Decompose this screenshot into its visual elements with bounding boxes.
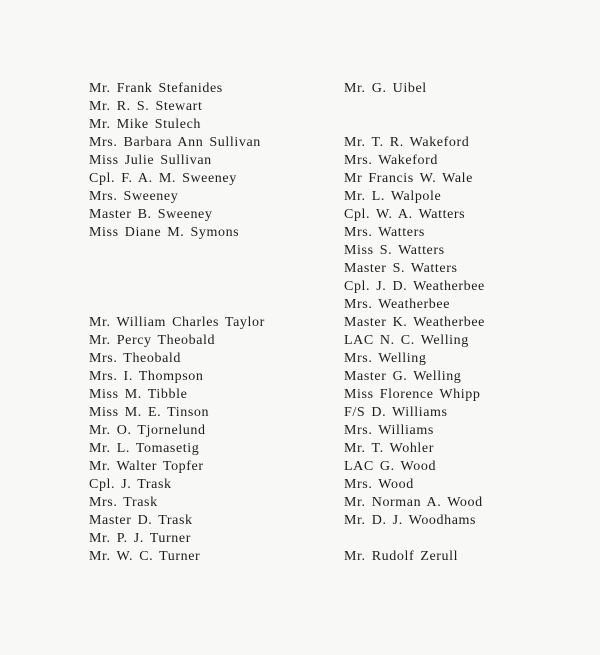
- name-entry: Mr. Norman A. Wood: [344, 495, 483, 510]
- name-entry: Master G. Welling: [344, 369, 462, 384]
- name-entry: Mrs. I. Thompson: [89, 369, 204, 384]
- name-entry: Mr. Walter Topfer: [89, 459, 204, 474]
- name-entry: Miss S. Watters: [344, 243, 445, 258]
- group-spacer: [89, 242, 265, 314]
- group-spacer: [344, 116, 485, 134]
- name-entry: Miss Diane M. Symons: [89, 225, 240, 240]
- name-entry: Miss M. Tibble: [89, 387, 188, 402]
- name-entry: Mrs. Williams: [344, 423, 434, 438]
- name-entry: Miss M. E. Tinson: [89, 405, 210, 420]
- name-entry: Mrs. Wood: [344, 477, 414, 492]
- name-entry: Master D. Trask: [89, 513, 193, 528]
- name-entry: Mr. William Charles Taylor: [89, 315, 265, 330]
- name-entry: Master K. Weatherbee: [344, 315, 485, 330]
- name-entry: Mr. D. J. Woodhams: [344, 513, 477, 528]
- name-entry: Mrs. Trask: [89, 495, 158, 510]
- name-entry: Master S. Watters: [344, 261, 458, 276]
- name-entry: Mr. G. Uibel: [344, 81, 427, 96]
- name-entry: Master B. Sweeney: [89, 207, 213, 222]
- name-entry: Mr. W. C. Turner: [89, 549, 201, 564]
- name-entry: Mrs. Barbara Ann Sullivan: [89, 135, 261, 150]
- name-entry: Mr. Percy Theobald: [89, 333, 216, 348]
- name-entry: Miss Julie Sullivan: [89, 153, 212, 168]
- name-entry: Mr. Frank Stefanides: [89, 81, 223, 96]
- name-entry: Mr. L. Walpole: [344, 189, 442, 204]
- name-entry: Mrs. Weatherbee: [344, 297, 451, 312]
- name-entry: Cpl. F. A. M. Sweeney: [89, 171, 237, 186]
- name-entry: Cpl. W. A. Watters: [344, 207, 466, 222]
- name-entry: LAC G. Wood: [344, 459, 437, 474]
- group-spacer: [344, 98, 485, 116]
- name-entry: Mr. T. Wohler: [344, 441, 435, 456]
- name-entry: Mrs. Welling: [344, 351, 427, 366]
- left-name-column: [89, 80, 265, 566]
- name-entry: Mr. L. Tomasetig: [89, 441, 200, 456]
- name-entry: Mrs. Wakeford: [344, 153, 438, 168]
- name-entry: Mr. R. S. Stewart: [89, 99, 203, 114]
- name-entry: Mrs. Sweeney: [89, 189, 179, 204]
- name-entry: Mr. T. R. Wakeford: [344, 135, 470, 150]
- name-entry: Mr. O. Tjornelund: [89, 423, 206, 438]
- name-entry: Cpl. J. Trask: [89, 477, 172, 492]
- name-entry: Mr. Mike Stulech: [89, 117, 201, 132]
- name-entry: LAC N. C. Welling: [344, 333, 469, 348]
- name-entry: Mr Francis W. Wale: [344, 171, 473, 186]
- group-spacer: [344, 530, 485, 548]
- right-name-column: [344, 80, 485, 566]
- name-entry: Mr. P. J. Turner: [89, 531, 191, 546]
- name-entry: Mrs. Theobald: [89, 351, 181, 366]
- name-entry: Mrs. Watters: [344, 225, 425, 240]
- name-entry: Mr. Rudolf Zerull: [344, 549, 459, 564]
- name-entry: Cpl. J. D. Weatherbee: [344, 279, 485, 294]
- name-entry: F/S D. Williams: [344, 405, 448, 420]
- name-entry: Miss Florence Whipp: [344, 387, 481, 402]
